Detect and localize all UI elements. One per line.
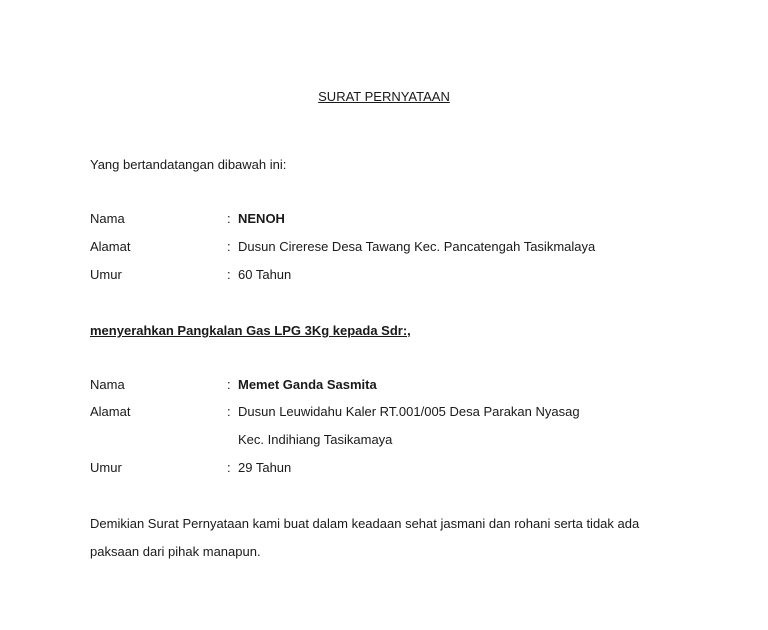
colon: : [227,267,231,282]
first-party-age-value: 60 Tahun [238,267,292,282]
colon: : [227,377,231,392]
colon: : [227,239,231,254]
second-party-age-label: Umur [90,460,122,475]
colon: : [227,460,231,475]
first-party-address-label: Alamat [90,239,131,254]
closing-text-line1: Demikian Surat Pernyataan kami buat dalam keadaan sehat jasmani dan rohani serta tidak ada [90,516,640,531]
closing-text-line2: paksaan dari pihak manapun. [90,544,261,559]
first-party-name-value: NENOH [238,211,285,226]
colon: : [227,211,231,226]
first-party-address-value: Dusun Cirerese Desa Tawang Kec. Pancatengah Tasikmalaya [238,239,596,254]
colon: : [227,404,231,419]
second-party-address-line2: Kec. Indihiang Tasikamaya [238,432,393,447]
intro-text: Yang bertandatangan dibawah ini: [90,157,287,172]
handover-statement: menyerahkan Pangkalan Gas LPG 3Kg kepada Sdr:, [90,323,411,338]
second-party-name-value: Memet Ganda Sasmita [238,377,377,392]
document-title: SURAT PERNYATAAN [318,89,450,104]
second-party-name-label: Nama [90,377,125,392]
first-party-age-label: Umur [90,267,122,282]
second-party-age-value: 29 Tahun [238,460,292,475]
second-party-address-label: Alamat [90,404,131,419]
first-party-name-label: Nama [90,211,125,226]
second-party-address-line1: Dusun Leuwidahu Kaler RT.001/005 Desa Parakan Nyasag [238,404,580,419]
